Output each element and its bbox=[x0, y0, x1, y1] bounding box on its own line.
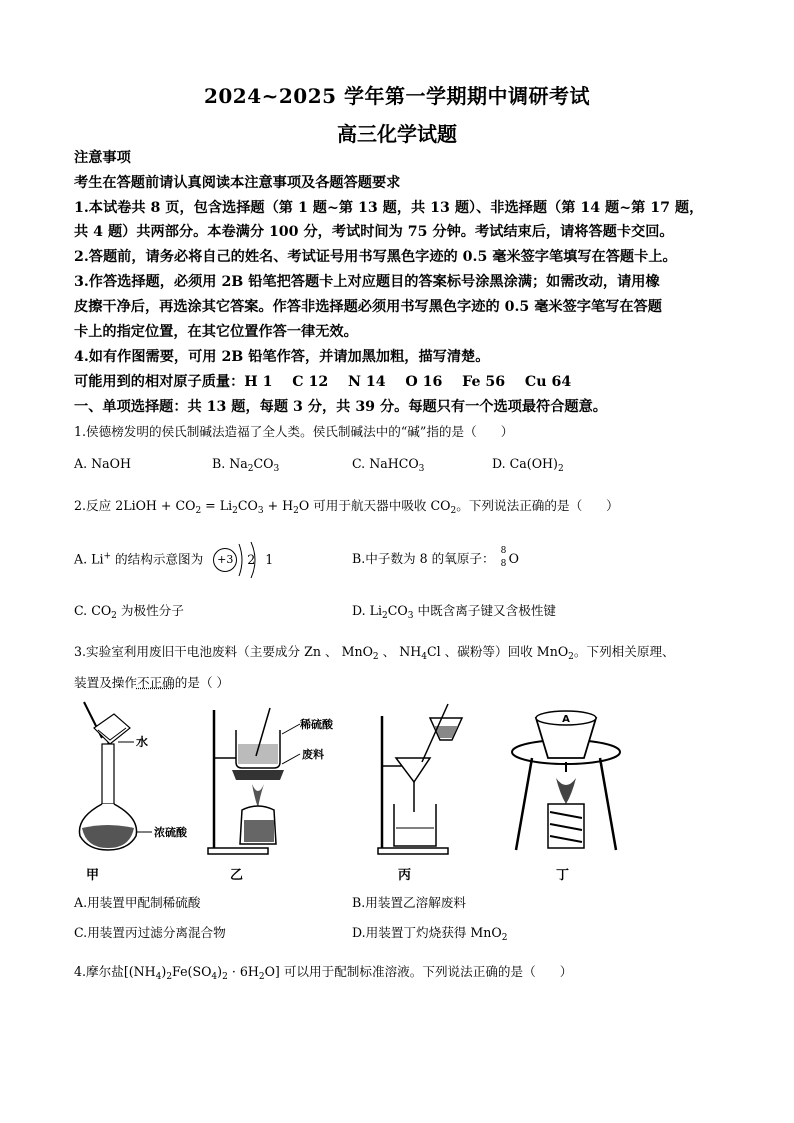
q3-stem-line2: 装置及操作不正确的是（ ） bbox=[74, 675, 230, 690]
label-waste: 废料 bbox=[302, 748, 324, 761]
q1-option-b: B. $Na_2CO_3$ bbox=[212, 456, 280, 474]
notice-item-3a: 3.作答选择题，必须用 2B 铅笔把答题卡上对应题目的答案标号涂黑涂满；如需改动，请用橡 bbox=[74, 274, 660, 290]
q2-option-d: D. $Li_2CO_3$ 中既含离子键又含极性键 bbox=[352, 603, 557, 621]
label-water: 水 bbox=[136, 735, 149, 749]
atom-shell-arcs bbox=[205, 540, 275, 580]
atom-shell-2: 1 bbox=[265, 551, 274, 567]
fig-label-bing: 丙 bbox=[398, 868, 412, 883]
q1-option-a: A. NaOH bbox=[74, 456, 131, 471]
q3-option-b: B.用装置乙溶解废料 bbox=[352, 895, 467, 910]
q1-option-d: D. $Ca(OH)_2$ bbox=[492, 456, 564, 474]
apparatus-ding bbox=[502, 700, 632, 860]
fig-label-yi: 乙 bbox=[230, 868, 244, 883]
notice-heading: 注意事项 bbox=[74, 150, 131, 166]
q3-option-a: A.用装置甲配制稀硫酸 bbox=[74, 895, 201, 910]
q4-stem: 4.摩尔盐$[(NH_4)_2Fe(SO_4)_2 \cdot 6H_2O]$ 可以用于配制标准溶液。下列说法正确的是（ ） bbox=[74, 964, 573, 982]
apparatus-bing bbox=[374, 700, 494, 860]
crucible-letter: A bbox=[562, 714, 570, 725]
q2-option-a: A. Li+ 的结构示意图为 +3 2 1 bbox=[74, 548, 273, 572]
notice-intro: 考生在答题前请认真阅读本注意事项及各题答题要求 bbox=[74, 175, 401, 191]
atomic-mass-line: 可能用到的相对原子质量：H 1 C 12 N 14 O 16 Fe 56 Cu 64 bbox=[74, 374, 572, 390]
q2-option-b: B.中子数为 8 的氧原子： 8 8 O bbox=[352, 545, 519, 569]
q3-option-c: C.用装置丙过滤分离混合物 bbox=[74, 925, 226, 940]
apparatus-jia bbox=[74, 700, 204, 860]
atom-nucleus: +3 bbox=[213, 548, 237, 572]
fig-label-jia: 甲 bbox=[86, 868, 100, 883]
exam-title: 2024~2025 学年第一学期期中调研考试 bbox=[203, 84, 591, 108]
apparatus-yi bbox=[204, 700, 344, 860]
q2-option-c: C. $CO_2$ 为极性分子 bbox=[74, 603, 184, 621]
fig-label-ding: 丁 bbox=[556, 868, 570, 883]
q2-stem: 2.反应 2LiOH + $CO_2 = Li_2CO_3 + H_2O$ 可用于航天器中吸收 $CO_2$。下列说法正确的是（ ） bbox=[74, 498, 619, 516]
notice-item-3b: 皮擦干净后，再选涂其它答案。作答非选择题必须用书写黑色字迹的 0.5 毫米签字笔写在答题 bbox=[74, 299, 662, 315]
notice-item-1a: 1.本试卷共 8 页，包含选择题（第 1 题~第 13 题，共 13 题）、非选择题（第 14 题~第 17 题， bbox=[74, 200, 704, 216]
section1-heading: 一、单项选择题：共 13 题，每题 3 分，共 39 分。每题只有一个选项最符合题意。 bbox=[74, 399, 607, 415]
q3-stem-line1: 3.实验室利用废旧干电池废料（主要成分 Zn 、 MnO$_2$ 、 $NH_4Cl$ 、碳粉等）回收 MnO$_2$。下列相关原理、 bbox=[74, 644, 675, 662]
apparatus-figures bbox=[74, 700, 634, 883]
q3-option-d: D.用装置丁灼烧获得 MnO$_2$ bbox=[352, 925, 508, 943]
notice-item-1b: 共 4 题）共两部分。本卷满分 100 分，考试时间为 75 分钟。考试结束后，请将答题卡交回。 bbox=[74, 224, 674, 240]
atom-shell-1: 2 bbox=[247, 551, 256, 567]
notice-item-2: 2.答题前，请务必将自己的姓名、考试证号用书写黑色字迹的 0.5 毫米签字笔填写在答题卡上。 bbox=[74, 249, 677, 265]
exam-subtitle: 高三化学试题 bbox=[337, 122, 457, 146]
q1-stem: 1.侯德榜发明的侯氏制碱法造福了全人类。侯氏制碱法中的“碱”指的是（ ） bbox=[74, 424, 514, 439]
label-conc-acid: 浓硫酸 bbox=[154, 826, 187, 839]
q1-option-c: C. NaHCO$_3$ bbox=[352, 456, 425, 474]
notice-item-4: 4.如有作图需要，可用 2B 铅笔作答，并请加黑加粗，描写清楚。 bbox=[74, 349, 490, 365]
notice-item-3c: 卡上的指定位置，在其它位置作答一律无效。 bbox=[74, 324, 358, 340]
label-dilute-acid: 稀硫酸 bbox=[300, 718, 333, 731]
